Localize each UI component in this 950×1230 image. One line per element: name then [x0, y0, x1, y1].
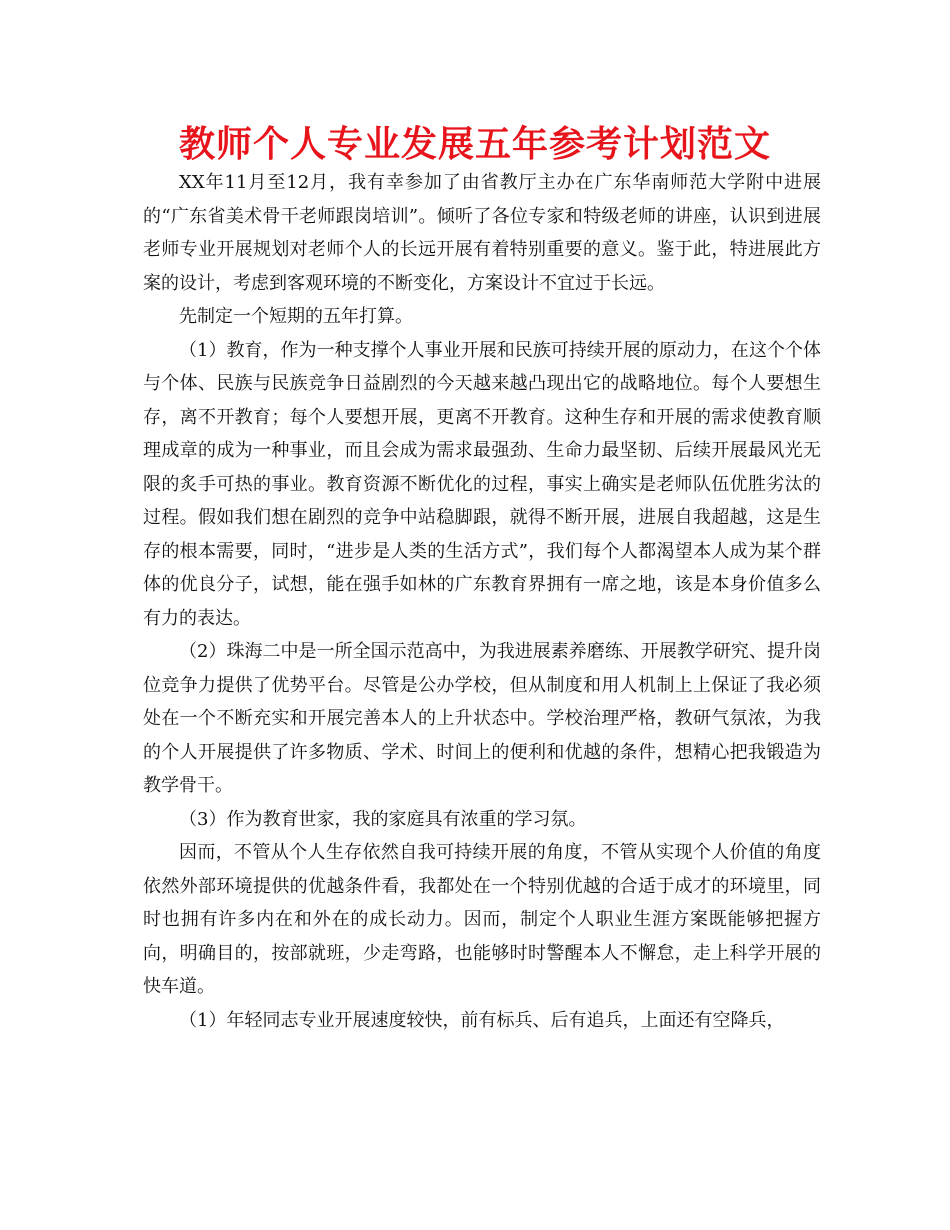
paragraph-analysis-1: （1）年轻同志专业开展速度较快，前有标兵、后有追兵，上面还有空降兵，	[179, 1009, 785, 1031]
paragraph-plan: 先制定一个短期的五年打算。	[179, 306, 413, 327]
document-title: 教师个人专业发展五年参考计划范文	[178, 123, 771, 165]
paragraph-point-1: （1）教育，作为一种支撑个人事业开展和民族可持续开展的原动力，在这个个体与个体、民族与民族竞争日益剧烈的今天越来越凸现出它的战略地位。每个人要想生存，离不开教育；每个人要想开展，更离不开教育。这种生存和开展的需求使教育顺理成章的成为一种事业，而且会成为需求最强劲、生命力最坚韧、后续开展最风光无限的炙手可热的事业。教育资源不断优化的过程，事实上确实是老师队伍优胜劣汰的过程。假如我们想在剧烈的竞争中站稳脚跟，就得不断开展，进展自我超越，这是生存的根本需要，同时，“进步是人类的生活方式”，我们每个人都渴望本人成为某个群体的优良分子，试想，能在强手如林的广东教育界拥有一席之地，该是本身价值多么有力的表达。	[143, 339, 821, 629]
paragraph-point-2: （2）珠海二中是一所全国示范高中，为我进展素养磨练、开展教学研究、提升岗位竞争力提供了优势平台。尽管是公办学校，但从制度和用人机制上上保证了我必须处在一个不断充实和开展完善本人的上升状态中。学校治理严格，教研气氛浓，为我的个人开展提供了许多物质、学术、时间上的便利和优越的条件，想精心把我锻造为教学骨干。	[143, 641, 821, 796]
paragraph-intro: XX年11月至12月，我有幸参加了由省教厅主办在广东华南师范大学附中进展的“广东省美术骨干老师跟岗培训”。倾听了各位专家和特级老师的讲座，认识到进展老师专业开展规划对老师个人的长远开展有着特别重要的意义。鉴于此，特进展此方案的设计，考虑到客观环境的不断变化，方案设计不宜过于长远。	[143, 172, 821, 294]
paragraph-point-3: （3）作为教育世家，我的家庭具有浓重的学习氛。	[179, 808, 587, 830]
paragraph-conclusion: 因而，不管从个人生存依然自我可持续开展的角度，不管从实现个人价值的角度依然外部环境提供的优越条件看，我都处在一个特别优越的合适于成才的环境里，同时也拥有许多内在和外在的成长动力。因而，制定个人职业生涯方案既能够把握方向，明确目的，按部就班，少走弯路，也能够时时警醒本人不懈怠，走上科学开展的快车道。	[143, 842, 821, 997]
document-body	[143, 166, 821, 1037]
